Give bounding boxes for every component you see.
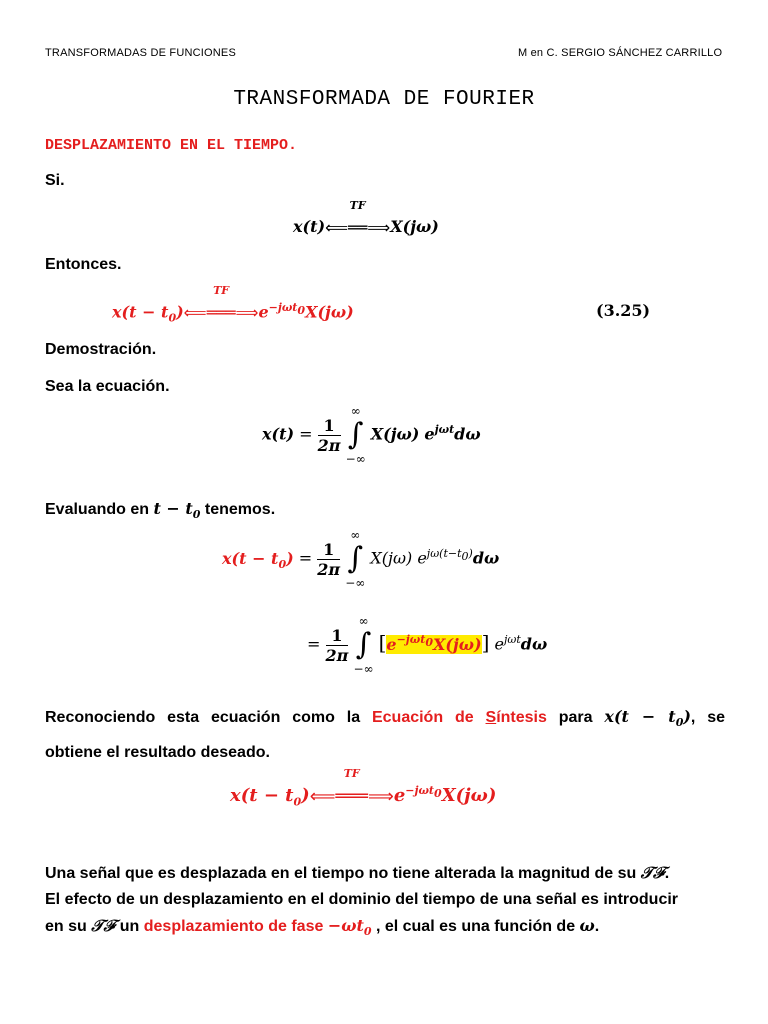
syn-x-t: x(t): [262, 424, 295, 444]
eq-x-shift: x(t − t: [112, 302, 169, 322]
sh1-x: x(t − t: [222, 548, 279, 568]
recon-math: x(t − t: [604, 707, 676, 726]
final-phase: −ωt: [327, 916, 364, 935]
syn-integral: [346, 404, 366, 466]
recon-pre: Reconociendo esta ecuación como la: [45, 709, 372, 726]
syn-upper: ∞: [350, 404, 361, 418]
recon-mid: para: [546, 709, 605, 726]
sh2-eq: =: [307, 634, 326, 654]
sh1-dw: dω: [472, 548, 500, 568]
syn-e: e: [424, 424, 435, 444]
sh2-frac: [326, 626, 349, 665]
sh1-e: e: [417, 548, 427, 568]
eq-X-jw-2: X(jω): [305, 302, 354, 322]
final-end-1: .: [664, 865, 670, 882]
header-left: TRANSFORMADAS DE FUNCIONES: [45, 47, 236, 59]
eq-close: ): [176, 302, 184, 322]
syn-den: 2π: [317, 435, 341, 455]
final-omega: ω: [579, 916, 595, 935]
syn-exp: jωt: [434, 423, 455, 437]
final-3d: , el cual es una función de: [371, 918, 580, 935]
text-demostracion: Demostración.: [45, 341, 157, 358]
sh1-upper: ∞: [350, 528, 361, 542]
equation-synthesis: [262, 404, 481, 466]
syn-num: 1: [318, 416, 341, 436]
res-exp: −jωt: [405, 784, 435, 797]
sh2-lower: −∞: [353, 662, 374, 676]
sh2-X: X(jω): [433, 634, 482, 654]
tf-label-3: TF: [343, 766, 360, 780]
recon-hl-1: Ecuación de: [371, 709, 486, 726]
evaluando-math: t − t: [153, 499, 193, 518]
sh1-lower: −∞: [345, 576, 366, 590]
sh2-den: 2π: [325, 645, 349, 665]
eq-e: e: [258, 302, 269, 322]
eq-exp-neg: −jωt: [268, 301, 298, 314]
paragraph-final: [45, 860, 725, 945]
final-1: Una señal que es desplazada en el tiempo no tiene alterada la magnitud de su: [45, 865, 641, 882]
sh1-num: 1: [317, 540, 340, 560]
final-3a: en su: [45, 918, 92, 935]
syn-X: X(jω): [370, 424, 420, 444]
sh2-e: e: [494, 634, 504, 654]
res-e: e: [393, 785, 406, 806]
sh2-num: 1: [326, 626, 349, 646]
syn-eq: =: [294, 424, 318, 444]
tf-label-2: TF: [213, 284, 230, 298]
recon-line2: obtiene el resultado deseado.: [45, 744, 270, 762]
eq-X-jw: X(jω): [390, 217, 439, 236]
tf-arrow-2: TF ⟸═══⟹: [183, 284, 259, 323]
final-phase-sub: 0: [363, 925, 372, 939]
tf-label: TF: [349, 199, 366, 212]
eq-x-t: x(t): [293, 217, 326, 236]
sh2-dw: dω: [520, 634, 548, 654]
equation-result: [230, 766, 497, 809]
res-exp-sub: 0: [434, 787, 442, 801]
res-sub: 0: [293, 795, 302, 809]
equation-pair: [293, 199, 439, 237]
highlighted-term: [386, 635, 481, 654]
eq-sub0: 0: [168, 311, 177, 325]
text-evaluando: [45, 499, 275, 521]
final-3c: desplazamiento de fase: [143, 918, 328, 935]
sh2-exp-pos: jωt: [503, 633, 521, 647]
eq-exp-sub0: 0: [297, 304, 306, 318]
syn-frac: [318, 416, 341, 455]
sh1-den: 2π: [317, 559, 341, 579]
sh1-integral: [345, 528, 365, 590]
sh2-integral: [353, 614, 373, 676]
sh2-exp-neg: −jωt: [396, 633, 426, 647]
equation-shifted-2: = $\frac{1}{2\pi}$ ∞ ∫ −∞ $[e^{-j\omega t_0}X(j\omega)]$ $e^{j\omega t}d\omega$: [307, 614, 548, 676]
evaluando-sub: 0: [192, 508, 201, 522]
sh2-upper: ∞: [358, 614, 369, 628]
recon-sub: 0: [675, 716, 684, 730]
final-2: El efecto de un desplazamiento en el dominio del tiempo de una señal es introducir: [45, 891, 679, 908]
final-tf-2: 𝒯ℱ: [91, 916, 116, 935]
sh2-int-sym: ∫: [355, 627, 372, 662]
eq-exp: [268, 301, 306, 318]
sh1-frac: [317, 540, 340, 579]
sh1-sub: 0: [278, 557, 287, 571]
evaluando-pre: Evaluando en: [45, 501, 154, 518]
equation-shifted-1: [222, 528, 499, 590]
recon-post: , se: [690, 709, 726, 726]
paragraph-reconociendo: [45, 704, 725, 766]
recon-close: ): [683, 707, 691, 726]
header-right: M en C. SERGIO SÁNCHEZ CARRILLO: [518, 47, 723, 59]
sh2-e-red: e: [386, 634, 397, 654]
sh2-exp-sub: 0: [425, 636, 434, 650]
res-close: ): [301, 785, 310, 806]
sh1-exp: jω(t−t: [426, 547, 462, 561]
sh1-close: ): [286, 548, 294, 568]
final-tf-1: 𝒯ℱ: [640, 863, 665, 882]
sh1-X: X(jω): [370, 548, 413, 568]
sh1-exp-sub: 0: [461, 550, 469, 564]
res-x: x(t − t: [230, 785, 294, 806]
text-sea: Sea la ecuación.: [45, 378, 170, 395]
section-heading: DESPLAZAMIENTO EN EL TIEMPO.: [45, 137, 298, 154]
text-si: Si.: [45, 172, 65, 189]
sh1-int-sym: ∫: [347, 541, 364, 576]
sh1-exp-close: ): [468, 547, 473, 561]
res-X: X(jω): [441, 785, 497, 806]
page-title: TRANSFORMADA DE FOURIER: [233, 88, 535, 111]
sh1-eq: =: [293, 548, 318, 568]
syn-lower: −∞: [345, 452, 366, 466]
recon-hl-2: íntesis: [496, 709, 547, 726]
text-entonces: Entonces.: [45, 256, 122, 273]
recon-hl-s: S: [485, 709, 497, 726]
equation-shift: [112, 284, 354, 325]
syn-dw: dω: [454, 424, 481, 444]
tf-arrow: TF ⟸══⟹: [325, 199, 391, 237]
tf-arrow-3: TF ⟸═══⟹: [309, 766, 394, 807]
equation-number: (3.25): [596, 301, 651, 320]
final-end-3: .: [594, 918, 600, 935]
final-3b: un: [115, 918, 144, 935]
evaluando-post: tenemos.: [200, 501, 276, 518]
syn-int-sym: ∫: [347, 417, 364, 452]
